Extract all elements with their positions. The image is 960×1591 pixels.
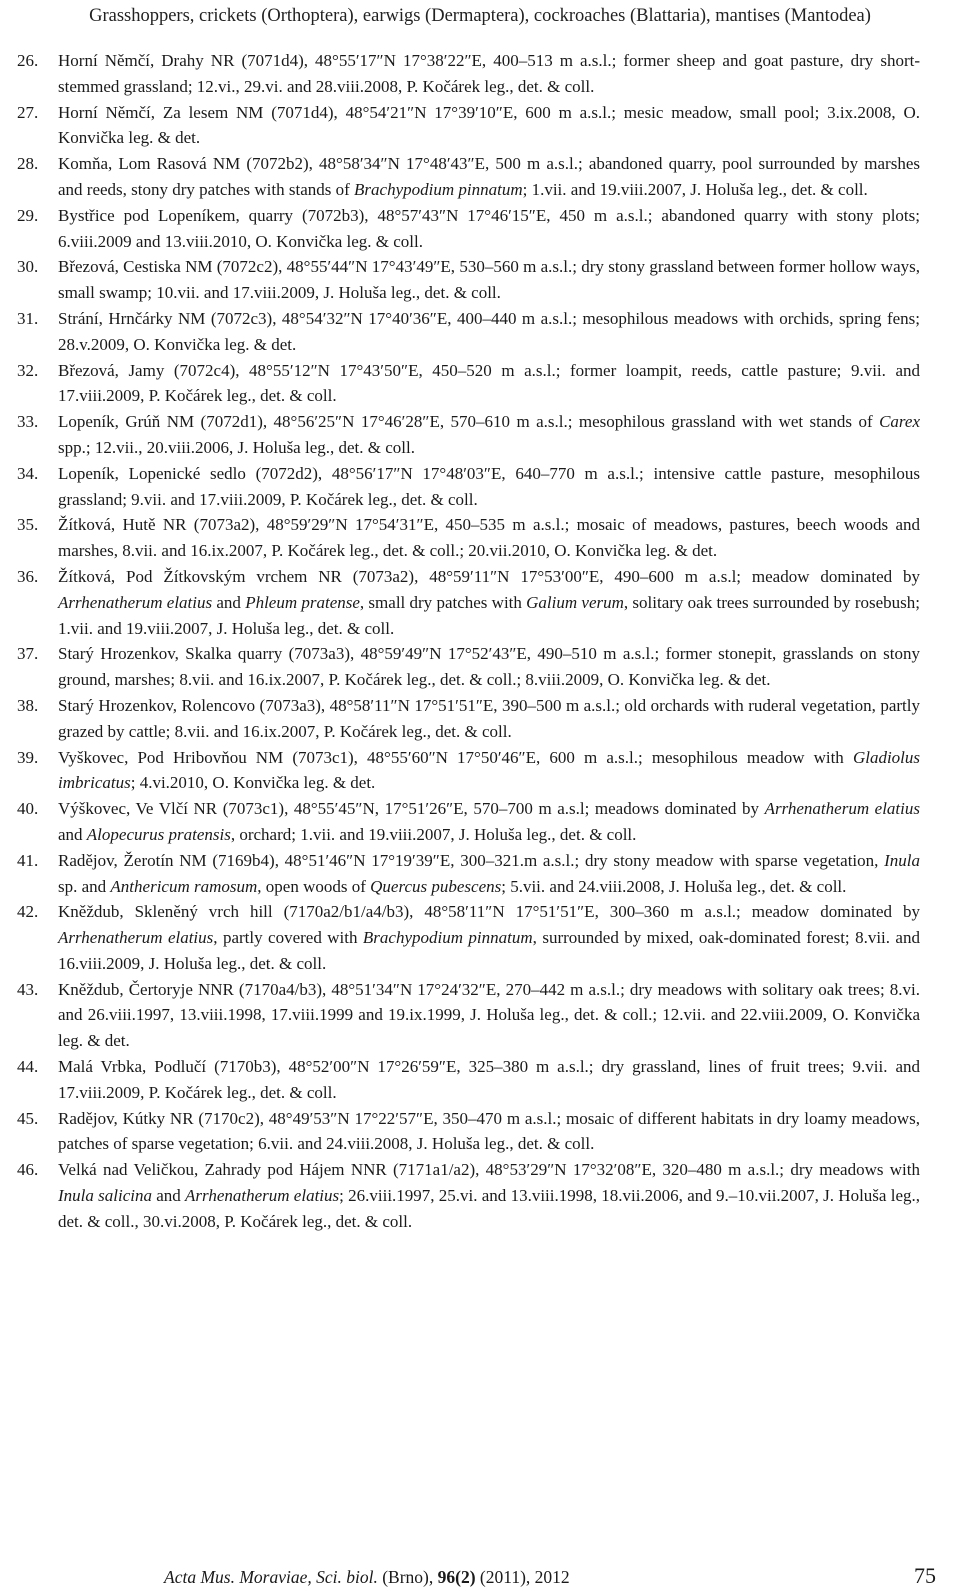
entry-text: Kněždub, Skleněný vrch hill (7170a2/b1/a4/b3), 48°58′11″N 17°51′51″E, 300–360 m a.s.l.; meadow dominated by (58, 902, 920, 922)
taxon-name: Brachypodium pinnatum (354, 179, 523, 199)
entry-number: 39. (17, 747, 39, 767)
taxon-name: Brachypodium pinnatum (362, 928, 533, 948)
entry-number: 28. (17, 154, 39, 174)
entry-number: 38. (17, 695, 39, 715)
locality-entry (0, 203, 960, 255)
entry-text: Malá Vrbka, Podlučí (7170b3), 48°52′00″N 17°26′59″E, 325–380 m a.s.l.; dry grassland, lines of fruit trees; 9.vii. and 17.viii.2009, P. Kočárek leg., det. & coll. (58, 1057, 920, 1102)
entry-number: 44. (17, 1057, 39, 1077)
locality-list (0, 48, 960, 1235)
taxon-name: Anthericum ramosum (110, 876, 258, 896)
entry-text: , surrounded by mixed, oak-dominated forest; 8.vii. and 16.viii.2009, J. Holuša leg., det. & coll. (58, 928, 920, 973)
entry-text: , partly covered with (213, 928, 363, 948)
locality-entry (0, 151, 960, 203)
taxon-name: Alopecurus pratensis (86, 824, 231, 844)
entry-number: 43. (17, 979, 39, 999)
entry-text: ; 26.viii.1997, 25.vi. and 13.viii.1998, 18.vii.2006, and 9.–10.vii.2007, J. Holuša leg., det. & coll., 30.vi.2008, P. Kočárek leg., det. & coll. (58, 1186, 920, 1231)
taxon-name: Arrhenatherum elatius (764, 799, 920, 819)
locality-entry (0, 48, 960, 100)
locality-entry (0, 693, 960, 745)
entry-text: Starý Hrozenkov, Skalka quarry (7073a3), 48°59′49″N 17°52′43″E, 490–510 m a.s.l.; former stonepit, grasslands on stony ground, marshes; 8.vii. and 16.ix.2007, P. Kočárek leg., det. & coll.; 8.viii.2009, O. Konvička leg. & det. (58, 644, 920, 690)
journal-volume: 96(2) (437, 1567, 476, 1587)
locality-entry (0, 100, 960, 152)
entry-text: Vyškovec, Pod Hribovňou NM (7073c1), 48°55′60″N 17°50′46″E, 600 m a.s.l.; mesophilous meadow with (58, 747, 853, 767)
entry-text: ; 5.vii. and 24.viii.2008, J. Holuša leg., det. & coll. (501, 876, 847, 896)
entry-number: 34. (17, 463, 39, 483)
entry-text: sp. and (58, 876, 111, 896)
entry-number: 26. (17, 51, 39, 70)
journal-title: Acta Mus. Moraviae, Sci. biol. (164, 1567, 378, 1587)
locality-entry (0, 1157, 960, 1234)
entry-number: 31. (17, 308, 39, 328)
taxon-name: Arrhenatherum elatius (185, 1186, 340, 1206)
entry-text: ; 1.vii. and 19.viii.2007, J. Holuša leg., det. & coll. (522, 179, 868, 199)
taxon-name: Quercus pubescens (370, 876, 502, 896)
entry-text: and (151, 1186, 186, 1206)
taxon-name: Phleum pratense (245, 592, 360, 612)
entry-text: Lopeník, Grúň NM (7072d1), 48°56′25″N 17°46′28″E, 570–610 m a.s.l.; mesophilous grassland with wet stands of (58, 412, 880, 432)
taxon-name: Galium verum (526, 592, 624, 612)
taxon-name: Gladiolus imbricatus (58, 747, 920, 793)
entry-text: Březová, Jamy (7072c4), 48°55′12″N 17°43′50″E, 450–520 m a.s.l.; former loampit, reeds, cattle pasture; 9.vii. and 17.viii.2009, P. Kočárek leg., det. & coll. (58, 360, 920, 406)
entry-text: Horní Němčí, Za lesem NM (7071d4), 48°54′21″N 17°39′10″E, 600 m a.s.l.; mesic meadow, small pool; 3.ix.2008, O. Konvička leg. & det. (58, 102, 920, 148)
taxon-name: Inula (884, 850, 920, 870)
locality-entry (0, 512, 960, 564)
entry-text: Výškovec, Ve Vlčí NR (7073c1), 48°55′45″N, 17°51′26″E, 570–700 m a.s.l; meadows dominated by (58, 799, 765, 819)
entry-text: Žítková, Hutě NR (7073a2), 48°59′29″N 17°54′31″E, 450–535 m a.s.l.; mosaic of meadows, pastures, beech woods and marshes, 8.vii. and 16.ix.2007, P. Kočárek leg., det. & coll.; 20.vii.2010, O. Konvička leg. & det. (58, 515, 920, 561)
entry-text: Lopeník, Lopenické sedlo (7072d2), 48°56′17″N 17°48′03″E, 640–770 m a.s.l.; intensive cattle pasture, mesophilous grassland; 9.vii. and 17.viii.2009, P. Kočárek leg., det. & coll. (58, 463, 920, 509)
entry-number: 36. (17, 566, 39, 586)
entry-number: 37. (17, 644, 39, 664)
locality-entry (0, 848, 960, 900)
journal-citation (164, 1566, 570, 1588)
page-number: 75 (914, 1563, 936, 1588)
running-head: Grasshoppers, crickets (Orthoptera), earwigs (Dermaptera), cockroaches (Blattaria), mantises (Mantodea) (89, 6, 871, 26)
entry-text: Starý Hrozenkov, Rolencovo (7073a3), 48°58′11″N 17°51′51″E, 390–500 m a.s.l.; old orchards with ruderal vegetation, partly grazed by cattle; 8.vii. and 16.ix.2007, P. Kočárek leg., det. & coll. (58, 695, 920, 741)
entry-number: 42. (17, 902, 39, 922)
page-footer (0, 1563, 960, 1590)
entry-number: 27. (17, 102, 39, 122)
entry-text: Radějov, Kútky NR (7170c2), 48°49′53″N 17°22′57″E, 350–470 m a.s.l.; mosaic of different habitats in dry loamy meadows, patches of sparse vegetation; 6.vii. and 24.viii.2008, J. Holuša leg., det. & coll. (58, 1108, 920, 1154)
entry-text: spp.; 12.vii., 20.viii.2006, J. Holuša leg., det. & coll. (58, 437, 415, 457)
entry-text: Strání, Hrnčárky NM (7072c3), 48°54′32″N 17°40′36″E, 400–440 m a.s.l.; mesophilous meadows with orchids, spring fens; 28.v.2009, O. Konvička leg. & det. (58, 308, 920, 354)
entry-text: Březová, Cestiska NM (7072c2), 48°55′44″N 17°43′49″E, 530–560 m a.s.l.; dry stony grassland between former hollow ways, small swamp; 10.vii. and 17.viii.2009, J. Holuša leg., det. & coll. (58, 257, 920, 303)
entry-text: Komňa, Lom Rasová NM (7072b2), 48°58′34″N 17°48′43″E, 500 m a.s.l.; abandoned quarry, pool surrounded by marshes and reeds, stony dry patches with stands of (58, 154, 920, 199)
entry-number: 40. (17, 799, 39, 819)
entry-number: 41. (17, 850, 39, 870)
entry-number: 35. (17, 515, 39, 535)
locality-entry (0, 358, 960, 410)
entry-text: Velká nad Veličkou, Zahrady pod Hájem NNR (7171a1/a2), 48°53′29″N 17°32′08″E, 320–480 m a.s.l.; dry meadows with (58, 1160, 920, 1180)
locality-entry (0, 564, 960, 641)
locality-entry (0, 641, 960, 693)
locality-entry (0, 254, 960, 306)
locality-entry (0, 1054, 960, 1106)
locality-entry (0, 1106, 960, 1158)
entry-text: Horní Němčí, Drahy NR (7071d4), 48°55′17″N 17°38′22″E, 400–513 m a.s.l.; former sheep and goat pasture, dry short-stemmed grassland; 12.vi., 29.vi. and 28.viii.2008, P. Kočárek leg., det. & coll. (58, 51, 920, 96)
entry-text: , solitary oak trees surrounded by rosebush; 1.vii. and 19.viii.2007, J. Holuša leg., det. & coll. (58, 592, 920, 638)
locality-entry (0, 409, 960, 461)
entry-text: , open woods of (257, 876, 371, 896)
entry-number: 33. (17, 412, 39, 432)
taxon-name: Arrhenatherum elatius (58, 928, 214, 948)
taxon-name: Inula salicina (58, 1186, 152, 1206)
locality-entry (0, 461, 960, 513)
journal-year: (2011), 2012 (475, 1567, 570, 1587)
locality-entry (0, 899, 960, 976)
locality-entry (0, 977, 960, 1054)
entry-number: 30. (17, 257, 39, 277)
entry-text: ; 4.vi.2010, O. Konvička leg. & det. (130, 773, 376, 793)
entry-text: , small dry patches with (359, 592, 527, 612)
entry-text: Bystřice pod Lopeníkem, quarry (7072b3), 48°57′43″N 17°46′15″E, 450 m a.s.l.; abandoned quarry with stony plots; 6.viii.2009 and 13.viii.2010, O. Konvička leg. & coll. (58, 205, 920, 251)
entry-number: 45. (17, 1108, 39, 1128)
entry-number: 46. (17, 1160, 39, 1180)
taxon-name: Carex (879, 412, 920, 432)
taxon-name: Arrhenatherum elatius (58, 592, 213, 612)
entry-number: 29. (17, 205, 39, 225)
entry-text: Kněždub, Čertoryje NNR (7170a4/b3), 48°51′34″N 17°24′32″E, 270–442 m a.s.l.; dry meadows with solitary oak trees; 8.vi. and 26.viii.1997, 13.viii.1998, 17.viii.1999 and 19.ix.1999, J. Holuša leg., det. & coll.; 12.vii. and 22.viii.2009, O. Konvička leg. & det. (58, 979, 920, 1051)
entry-text: , orchard; 1.vii. and 19.viii.2007, J. Holuša leg., det. & coll. (230, 824, 637, 844)
entry-text: and (58, 824, 87, 844)
entry-text: Žítková, Pod Žítkovským vrchem NR (7073a2), 48°59′11″N 17°53′00″E, 490–600 m a.s.l; meadow dominated by (58, 566, 920, 586)
entry-number: 32. (17, 360, 39, 380)
entry-text: Radějov, Žerotín NM (7169b4), 48°51′46″N 17°19′39″E, 300–321.m a.s.l.; dry stony meadow with sparse vegetation, (58, 850, 885, 870)
entry-text: and (212, 592, 246, 612)
locality-entry (0, 745, 960, 797)
locality-entry (0, 796, 960, 848)
journal-city: (Brno), (377, 1567, 438, 1587)
locality-entry (0, 306, 960, 358)
